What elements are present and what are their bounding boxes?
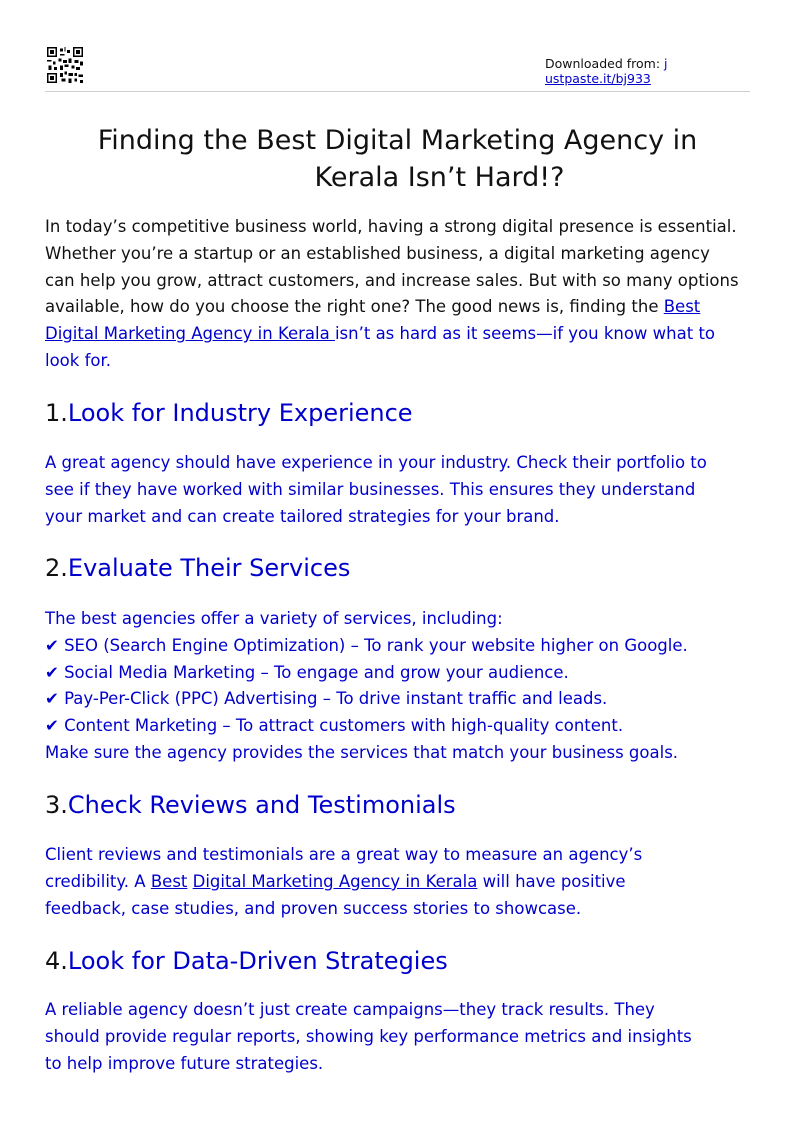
section-number: 3. [45, 791, 68, 819]
body-line: should provide regular reports, showing key performance metrics and insights [45, 1026, 692, 1046]
best-link[interactable]: Best [150, 871, 188, 891]
body-line: The best agencies offer a variety of services, including: [45, 609, 503, 628]
intro-line: look for. [45, 350, 111, 370]
body-line: Client reviews and testimonials are a great way to measure an agency’s [45, 845, 643, 864]
agency-link-part-2[interactable]: Digital Marketing Agency in Kerala [45, 324, 335, 344]
body-line: see if they have worked with similar businesses. This ensures they understand [45, 479, 696, 499]
section-4-heading [45, 946, 448, 976]
service-item: ✔ Pay-Per-Click (PPC) Advertising – To drive instant traffic and leads. [45, 689, 608, 709]
download-prefix: Downloaded from: [545, 56, 665, 71]
download-link[interactable]: ustpaste.it/bj933 [545, 71, 651, 86]
section-2-heading [45, 553, 350, 583]
body-line: Make sure the agency provides the services that match your business goals. [45, 742, 679, 762]
service-item: ✔ Content Marketing – To attract customers with high-quality content. [45, 716, 624, 736]
section-number: 1. [45, 399, 68, 427]
body-line: feedback, case studies, and proven success stories to showcase. [45, 898, 582, 918]
section-title: Look for Industry Experience [67, 399, 413, 427]
section-title: Evaluate Their Services [67, 554, 351, 582]
intro-line: Whether you’re a startup or an established business, a digital marketing agency [45, 243, 710, 263]
body-line: to help improve future strategies. [45, 1053, 324, 1073]
download-link-start[interactable]: j [664, 56, 668, 71]
section-title: Look for Data-Driven Strategies [67, 947, 448, 975]
service-item: ✔ Social Media Marketing – To engage and grow your audience. [45, 662, 569, 682]
qr-code-icon [47, 47, 83, 83]
section-2-body [45, 606, 760, 767]
agency-link-part-1[interactable]: Best [663, 297, 701, 317]
intro-line: can help you grow, attract customers, and increase sales. But with so many options [45, 270, 739, 290]
section-number: 2. [45, 554, 68, 582]
download-source [545, 56, 668, 86]
section-number: 4. [45, 947, 68, 975]
section-3-body [45, 842, 760, 922]
intro-line: In today’s competitive business world, having a strong digital presence is essential. [45, 217, 737, 236]
page-title [45, 122, 750, 196]
body-line: will have positive [477, 871, 626, 891]
section-4-body [45, 997, 760, 1077]
section-3-heading [45, 790, 456, 820]
service-item: ✔ SEO (Search Engine Optimization) – To rank your website higher on Google. [45, 635, 688, 655]
agency-link[interactable]: Digital Marketing Agency in Kerala [192, 871, 478, 891]
title-line-2: Kerala Isn’t Hard!? [314, 162, 565, 193]
section-1-body [45, 450, 760, 530]
section-title: Check Reviews and Testimonials [67, 791, 456, 819]
body-line: credibility. A [45, 871, 151, 891]
intro-line: isn’t as hard as it seems—if you know what to [334, 324, 716, 344]
intro-line: available, how do you choose the right one? The good news is, finding the [45, 297, 664, 317]
body-line: A reliable agency doesn’t just create campaigns—they track results. They [45, 1000, 655, 1019]
title-line-1: Finding the Best Digital Marketing Agency in [97, 125, 698, 156]
body-line: A great agency should have experience in your industry. Check their portfolio to [45, 453, 707, 472]
intro-paragraph [45, 214, 760, 375]
section-1-heading [45, 398, 413, 428]
body-line: your market and can create tailored strategies for your brand. [45, 506, 560, 526]
page-header [45, 45, 750, 92]
